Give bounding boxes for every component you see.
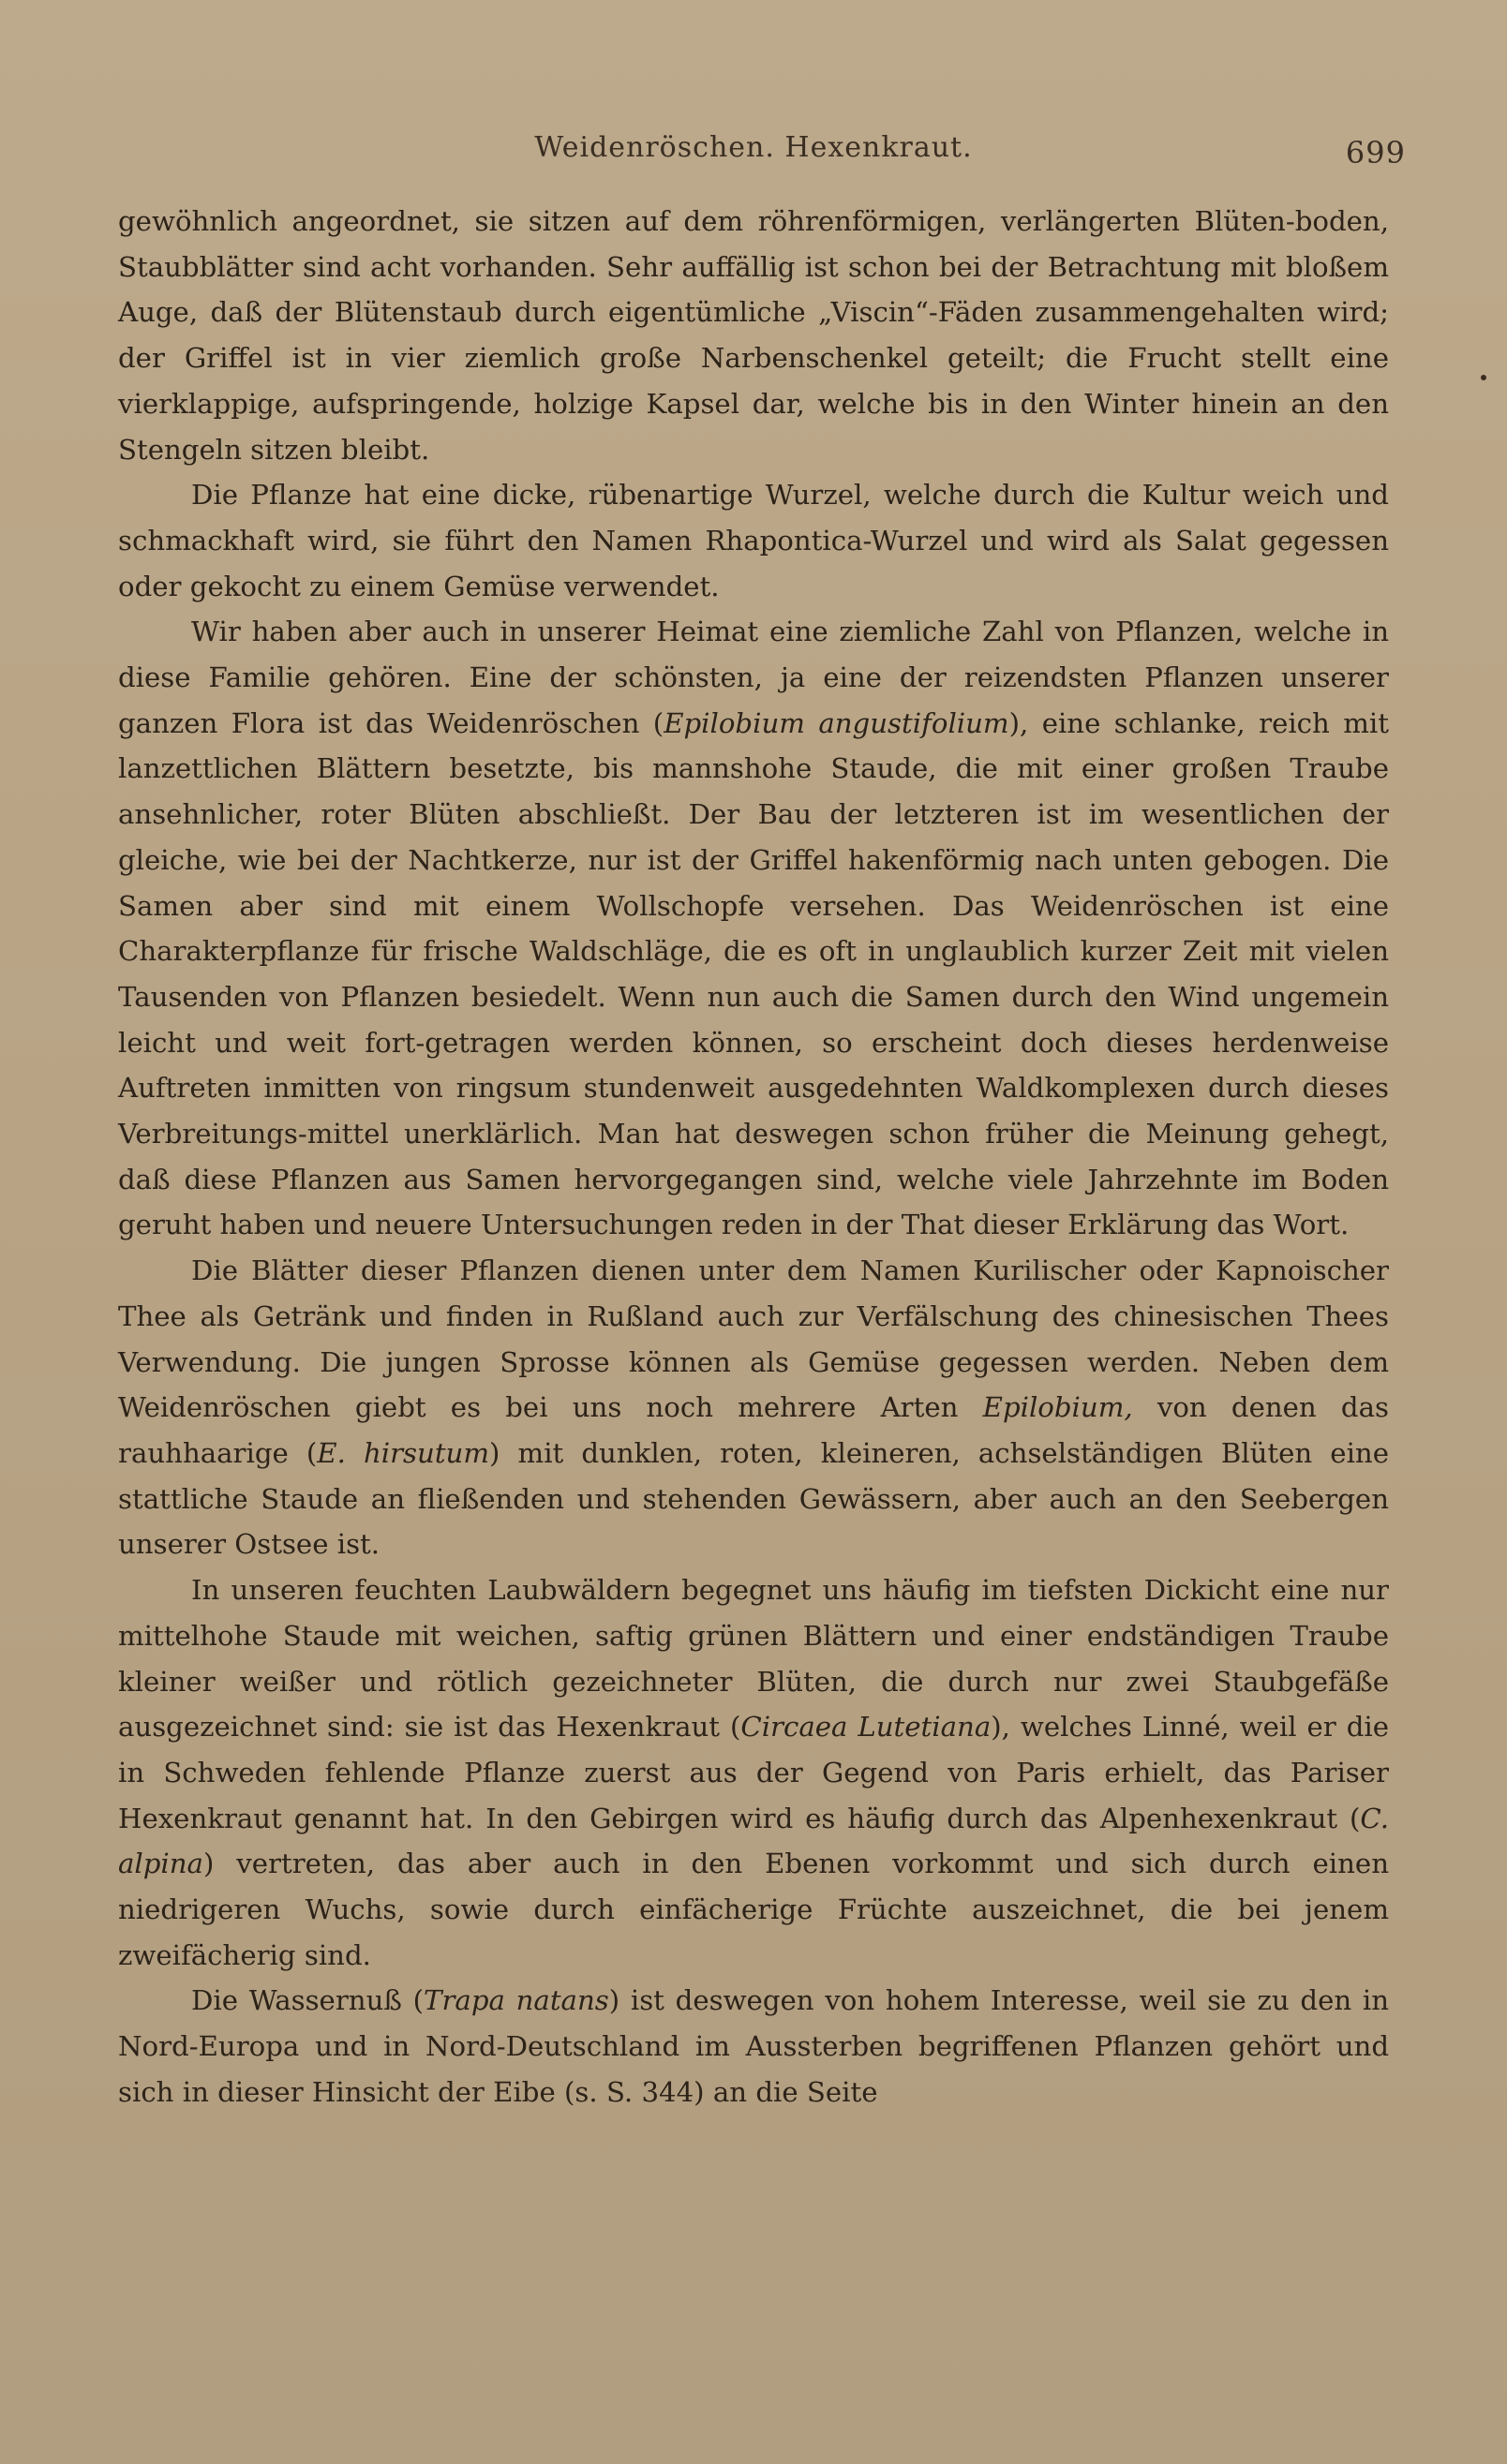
paragraph-4 — [118, 1248, 1389, 1567]
text-run: Die Blätter dieser Pflanzen dienen unter dem Namen Kurilischer oder Kapnoischer Thee als Getränk und finden in Rußland auch zur Verfälschung des chinesischen Thees Verwendung. Die jungen Sprosse können als Gemüse gegessen werden. Neben dem Weidenröschen giebt es bei uns noch mehrere Arten — [118, 1254, 1389, 1424]
genus-name: Epilobium, — [982, 1391, 1133, 1424]
species-name: Epilobium angustifolium — [664, 706, 1009, 739]
text-run: Die Wassernuß ( — [191, 1984, 424, 2017]
paragraph-3 — [118, 609, 1389, 1248]
text-run: ) mit dunklen, roten, kleineren, achselständigen Blüten eine stattliche Staude an fließenden und stehenden Gewässern, aber auch an den Seebergen unserer Ostsee ist. — [118, 1436, 1389, 1561]
margin-mark — [1481, 375, 1486, 380]
species-name: Circaea Lutetiana — [740, 1711, 992, 1744]
text-run: ), welches Linné, weil er die in Schweden fehlende Pflanze zuerst aus der Gegend von Paris erhielt, das Pariser Hexenkraut genannt hat. In den Gebirgen wird es häufig durch das Alpenhexenkraut ( — [118, 1711, 1389, 1834]
species-name: E. hirsutum — [317, 1436, 490, 1469]
page-number: 699 — [1345, 135, 1406, 171]
running-head: Weidenröschen. Hexenkraut. — [534, 131, 973, 164]
paragraph-1: gewöhnlich angeordnet, sie sitzen auf dem röhrenförmigen, verlängerten Blüten-boden, Staubblätter sind acht vorhanden. Sehr auffällig ist schon bei der Betrachtung mit bloßem Auge, daß der Blütenstaub durch eigentümliche „Viscin“-Fäden zusammengehalten wird; der Griffel ist in vier ziemlich große Narbenschenkel geteilt; die Frucht stellt eine vierklappige, aufspringende, holzige Kapsel dar, welche bis in den Winter hinein an den Stengeln sitzen bleibt. — [118, 205, 1389, 466]
text-run: Wir haben aber auch in unserer Heimat eine ziemliche Zahl von Pflanzen, welche in diese Familie gehören. Eine der schönsten, ja eine der reizendsten Pflanzen unserer ganzen Flora ist das Weidenröschen ( — [118, 616, 1389, 739]
text-run: In unseren feuchten Laubwäldern begegnet uns häufig im tiefsten Dickicht eine nur mittelhohe Staude mit weichen, saftig grünen Blättern und einer endständigen Traube kleiner weißer und rötlich gezeichneter Blüten, die durch nur zwei Staubgefäße ausgezeichnet sind: sie ist das Hexenkraut ( — [118, 1574, 1389, 1744]
species-name: C. alpina — [118, 1802, 1389, 1880]
text-run: ) ist deswegen von hohem Interesse, weil sie zu den in Nord-Europa und in Nord-Deutschland im Aussterben begriffenen Pflanzen gehört und sich in dieser Hinsicht der Eibe (s. S. 344) an die Seite — [118, 1984, 1390, 2108]
paragraph-5 — [118, 1567, 1389, 1978]
text-run: ), eine schlanke, reich mit lanzettlichen Blättern besetzte, bis mannshohe Staude, die mit einer großen Traube ansehnlicher, roter Blüten abschließt. Der Bau der letzteren ist im wesentlichen der gleiche, wie bei der Nachtkerze, nur ist der Griffel hakenförmig nach unten gebogen. Die Samen aber sind mit einem Wollschopfe versehen. Das Weidenröschen ist eine Charakterpflanze für frische Waldschläge, die es oft in unglaublich kurzer Zeit mit vielen Tausenden von Pflanzen besiedelt. Wenn nun auch die Samen durch den Wind ungemein leicht und weit fort-getragen werden können, so erscheint doch dieses herdenweise Auftreten inmitten von ringsum stundenweit ausgedehnten Waldkomplexen durch dieses Verbreitungs-mittel unerklärlich. Man hat deswegen schon früher die Meinung gehegt, daß diese Pflanzen aus Samen hervorgegangen sind, welche viele Jahrzehnte im Boden geruht haben und neuere Untersuchungen reden in der That dieser Erklärung das Wort. — [118, 706, 1389, 1241]
body-text — [118, 199, 1389, 2115]
paragraph-6 — [118, 1978, 1389, 2115]
paragraph-2: Die Pflanze hat eine dicke, rübenartige Wurzel, welche durch die Kultur weich und schmackhaft wird, sie führt den Namen Rhapontica-Wurzel und wird als Salat gegessen oder gekocht zu einem Gemüse verwendet. — [118, 479, 1389, 602]
text-run: von denen das rauhhaarige ( — [118, 1391, 1389, 1469]
text-run: ) vertreten, das aber auch in den Ebenen vorkommt und sich durch einen niedrigeren Wuchs, sowie durch einfächerige Früchte auszeichnet, die bei jenem zweifächerig sind. — [118, 1848, 1389, 1971]
species-name: Trapa natans — [424, 1984, 609, 2017]
